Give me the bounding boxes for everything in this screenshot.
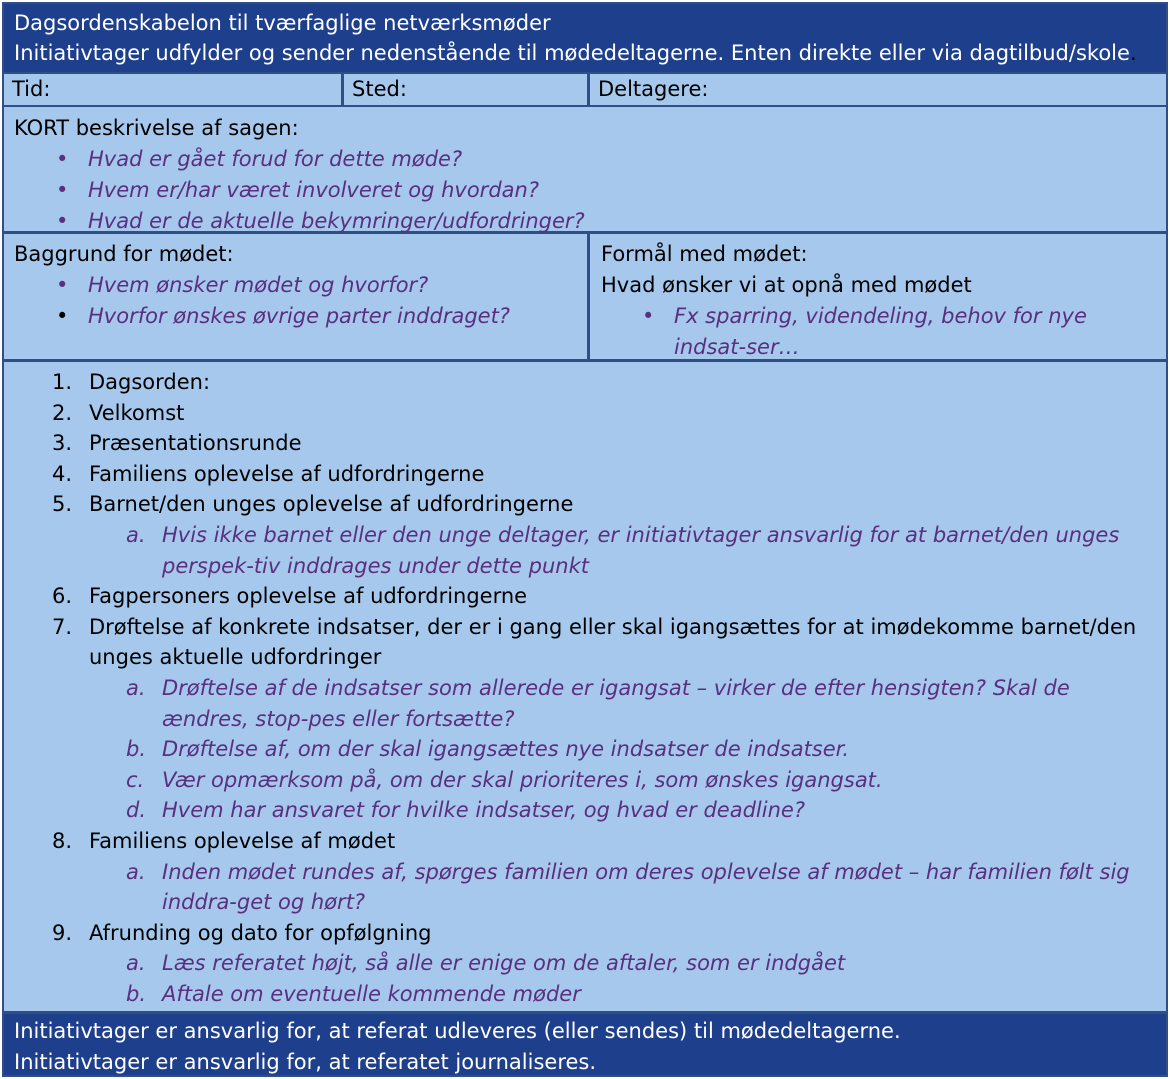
agenda-subitem xyxy=(4,795,1152,826)
agenda-subitem-letter: a. xyxy=(126,675,146,700)
agenda-subitem xyxy=(4,673,1152,734)
agenda-subitem xyxy=(4,948,1152,979)
background-bullets xyxy=(14,270,587,332)
agenda-subitem-letter: c. xyxy=(126,767,145,792)
case-bullet-2: • Hvem er/har været involveret og hvordan? xyxy=(14,175,1166,206)
agenda-item-text: Præsentationsrunde xyxy=(89,431,302,456)
agenda-item-number: 9. xyxy=(52,920,73,945)
case-description-section xyxy=(4,107,1166,234)
case-bullet-3: • Hvad er de aktuelle bekymringer/udfordringer? xyxy=(14,206,1166,237)
agenda-subitem-text: Drøftelse af de indsatser som allerede er igangsat – virker de efter hensigten? Skal de ændres, stop-pes eller fortsætte? xyxy=(162,675,1070,731)
agenda-subitem-text: Hvis ikke barnet eller den unge deltager, er initiativtager ansvarlig for at barnet/den unges perspek-tiv inddrages under dette punkt xyxy=(162,522,1120,578)
purpose-label: Formål med mødet: xyxy=(601,242,808,266)
background-bullet-2: • Hvorfor ønskes øvrige parter inddraget? xyxy=(14,301,587,332)
agenda-item xyxy=(4,826,1139,857)
agenda-item-number: 3. xyxy=(52,431,73,456)
agenda-item-text: Fagpersoners oplevelse af udfordringerne xyxy=(89,584,528,609)
agenda-item-text: Afrunding og dato for opfølgning xyxy=(89,920,432,945)
agenda-item-text: Dagsorden: xyxy=(89,370,211,394)
agenda-item xyxy=(4,581,1139,612)
agenda-item xyxy=(4,489,1139,520)
footer-line-1: Initiativtager er ansvarlig for, at referat udleveres (eller sendes) til mødedeltagerne. xyxy=(14,1019,901,1043)
background-section xyxy=(4,234,587,359)
agenda-subitem xyxy=(4,979,1152,1010)
subtitle-text: Initiativtager udfylder og sender nedenstående til mødedeltagerne. Enten direkte eller via dagtilbud/skole xyxy=(14,41,1130,65)
agenda-subitem-text: Aftale om eventuelle kommende møder xyxy=(162,981,581,1006)
deltagere-field[interactable]: Deltagere: xyxy=(587,74,1166,105)
header-section xyxy=(4,4,1166,72)
agenda-subitem xyxy=(4,734,1152,765)
agenda-item-number: 1. xyxy=(52,370,73,394)
agenda-list xyxy=(4,362,1166,1011)
document-subtitle xyxy=(14,38,1166,68)
agenda-item-number: 2. xyxy=(52,400,73,425)
agenda-item-text: Familiens oplevelse af mødet xyxy=(89,828,396,853)
agenda-item-number: 6. xyxy=(52,584,73,609)
agenda-item-number: 8. xyxy=(52,828,73,853)
tid-field[interactable]: Tid: xyxy=(12,77,51,101)
background-label: Baggrund for mødet: xyxy=(14,242,234,266)
agenda-subitem-letter: a. xyxy=(126,951,146,976)
agenda-subitem xyxy=(4,520,1152,581)
background-bullet-1: • Hvem ønsker mødet og hvorfor? xyxy=(14,270,587,301)
footer-line-2: Initiativtager er ansvarlig for, at referatet journaliseres. xyxy=(14,1050,597,1074)
agenda-template-document xyxy=(2,2,1168,1077)
agenda-subitem-text: Inden mødet rundes af, spørges familien om deres oplevelse af mødet – har familien følt sig inddra-get og hørt? xyxy=(162,859,1130,915)
bullet-icon: • xyxy=(56,304,69,328)
agenda-item xyxy=(4,398,1139,429)
agenda-subitem-letter: a. xyxy=(126,522,146,547)
subtitle-period: . xyxy=(1129,41,1137,65)
bullet-icon: • xyxy=(56,147,69,171)
document-title: Dagsordenskabelon til tværfaglige netværksmøder xyxy=(14,11,551,35)
agenda-item xyxy=(4,428,1139,459)
agenda-item-text: Drøftelse af konkrete indsatser, der er i gang eller skal igangsættes for at imødekomme barnet/den unges aktuelle udfordringer xyxy=(89,614,1137,670)
agenda-item xyxy=(4,367,1139,398)
bullet-icon: • xyxy=(56,178,69,202)
meeting-fields-row xyxy=(4,72,1166,107)
agenda-subitem-text: Vær opmærksom på, om der skal prioriteres i, som ønskes igangsat. xyxy=(162,767,883,792)
agenda-item xyxy=(4,612,1139,673)
bullet-icon: • xyxy=(56,209,69,233)
bullet-icon: • xyxy=(56,273,69,297)
purpose-bullets xyxy=(601,301,1166,363)
agenda-item-text: Velkomst xyxy=(89,400,185,425)
agenda-item-number: 4. xyxy=(52,461,73,486)
agenda-subitem-letter: d. xyxy=(126,798,147,823)
agenda-item xyxy=(4,918,1139,949)
background-purpose-row xyxy=(4,234,1166,362)
agenda-item-number: 5. xyxy=(52,492,73,517)
agenda-item-text: Familiens oplevelse af udfordringerne xyxy=(89,461,485,486)
sted-field[interactable]: Sted: xyxy=(341,74,587,105)
agenda-subitem-text: Drøftelse af, om der skal igangsættes nye indsatser de indsatser. xyxy=(162,737,850,762)
agenda-subitem-text: Hvem har ansvaret for hvilke indsatser, og hvad er deadline? xyxy=(162,798,805,823)
case-description-bullets xyxy=(14,144,1166,237)
agenda-subitem xyxy=(4,857,1152,918)
bullet-icon: • xyxy=(642,304,655,328)
agenda-subitem-text: Læs referatet højt, så alle er enige om de aftaler, som er indgået xyxy=(162,951,846,976)
agenda-item-number: 7. xyxy=(52,614,73,639)
agenda-subitem-letter: b. xyxy=(126,737,147,762)
purpose-section xyxy=(587,234,1166,359)
case-description-label: KORT beskrivelse af sagen: xyxy=(14,116,299,140)
purpose-bullet-1: • Fx sparring, videndeling, behov for nye indsat-ser… xyxy=(601,301,1104,363)
case-bullet-1: • Hvad er gået forud for dette møde? xyxy=(14,144,1166,175)
agenda-subitem-letter: a. xyxy=(126,859,146,884)
purpose-line: Hvad ønsker vi at opnå med mødet xyxy=(601,273,972,297)
agenda-item xyxy=(4,459,1139,490)
footer-section xyxy=(4,1011,1166,1075)
agenda-subitem xyxy=(4,765,1152,796)
agenda-subitem-letter: b. xyxy=(126,981,147,1006)
agenda-item-text: Barnet/den unges oplevelse af udfordringerne xyxy=(89,492,574,517)
